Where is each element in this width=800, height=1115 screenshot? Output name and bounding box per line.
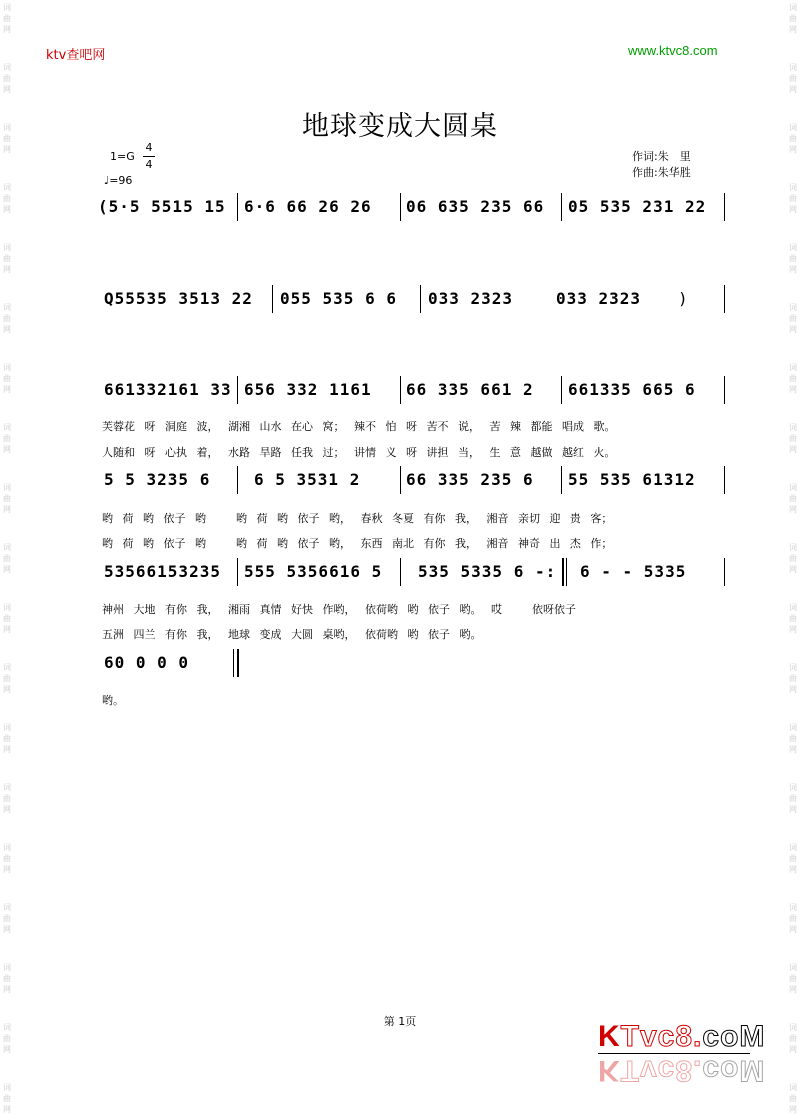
measure: 033 2323	[428, 289, 514, 308]
composer-credit: 作曲:朱华胜	[632, 166, 691, 179]
watermark-glyph-group: 词 曲 网	[3, 783, 11, 814]
watermark-glyph-group: 词 曲 网	[789, 243, 797, 274]
watermark-glyph-group: 词 曲 网	[3, 363, 11, 394]
watermark-glyph-group: 词 曲 网	[789, 123, 797, 154]
watermark-glyph-group: 词 曲 网	[789, 63, 797, 94]
watermark-glyph-group: 词 曲 网	[3, 1083, 11, 1114]
measure: 5 5 3235 6	[104, 470, 211, 489]
barline	[237, 466, 238, 494]
barline	[400, 558, 401, 586]
measure: 06 635 235 66	[406, 197, 545, 216]
barline	[237, 558, 238, 586]
time-signature	[143, 140, 155, 173]
site-name-left: ktv查吧网	[46, 48, 106, 63]
measure: 661332161 33	[104, 380, 232, 399]
barline	[400, 193, 401, 221]
barline	[566, 558, 567, 586]
watermark-glyph-group: 词 曲 网	[3, 963, 11, 994]
watermark-glyph-group: 词 曲 网	[3, 63, 11, 94]
barline	[237, 193, 238, 221]
logo-reflection: KTvc8.coM	[598, 1054, 766, 1087]
watermark-glyph-group: 词 曲 网	[789, 183, 797, 214]
measure: 6·6 66 26 26	[244, 197, 372, 216]
measure: 535 5335 6 -:	[418, 562, 557, 581]
barline	[237, 376, 238, 404]
barline	[724, 466, 725, 494]
watermark-glyph-group: 词 曲 网	[3, 303, 11, 334]
watermark-glyph-group: 词 曲 网	[3, 1023, 11, 1054]
barline	[724, 558, 725, 586]
lyric-line-4: 哟 荷 哟 依子 哟 哟 荷 哟 依子 哟， 东西 南北 有你 我， 湘音 神奇 出 杰 作；	[102, 537, 613, 550]
barline	[420, 285, 421, 313]
barline	[233, 649, 234, 677]
barline	[724, 376, 725, 404]
barline	[561, 466, 562, 494]
lyric-line-6: 五洲 四兰 有你 我， 地球 变成 大圆 桌哟， 依荷哟 哟 依子 哟。	[102, 628, 482, 641]
watermark-glyph-group: 词 曲 网	[789, 543, 797, 574]
measure: Q55535 3513 22	[104, 289, 253, 308]
barline	[724, 285, 725, 313]
right-watermark-strip	[786, 0, 800, 1112]
watermark-glyph-group: 词 曲 网	[789, 363, 797, 394]
watermark-glyph-group: 词 曲 网	[3, 903, 11, 934]
watermark-glyph-group: 词 曲 网	[789, 663, 797, 694]
watermark-glyph-group: 词 曲 网	[789, 783, 797, 814]
measure: 55 535 61312	[568, 470, 696, 489]
song-title: 地球变成大圆桌	[302, 111, 498, 142]
measure: 05 535 231 22	[568, 197, 707, 216]
watermark-glyph-group: 词 曲 网	[789, 603, 797, 634]
watermark-glyph-group: 词 曲 网	[789, 303, 797, 334]
watermark-glyph-group: 词 曲 网	[3, 123, 11, 154]
repeat-close-mark: )	[678, 289, 689, 308]
site-url-right: www.ktvc8.com	[628, 43, 718, 58]
site-logo	[598, 1020, 766, 1087]
watermark-glyph-group: 词 曲 网	[3, 723, 11, 754]
watermark-glyph-group: 词 曲 网	[789, 3, 797, 34]
watermark-glyph-group: 词 曲 网	[3, 663, 11, 694]
watermark-glyph-group: 词 曲 网	[789, 423, 797, 454]
meter-bottom: 4	[145, 158, 153, 171]
measure: 6 5 3531 2	[254, 470, 361, 489]
watermark-glyph-group: 词 曲 网	[3, 183, 11, 214]
watermark-glyph-group: 词 曲 网	[3, 543, 11, 574]
lyric-line-1: 芙蓉花 呀 洞庭 波， 湖湘 山水 在心 窝； 辣不 怕 呀 苦不 说， 苦 辣 都能 唱成 歌。	[102, 420, 616, 433]
watermark-glyph-group: 词 曲 网	[789, 963, 797, 994]
watermark-glyph-group: 词 曲 网	[3, 243, 11, 274]
measure: 656 332 1161	[244, 380, 372, 399]
watermark-glyph-group: 词 曲 网	[3, 423, 11, 454]
meter-top: 4	[143, 140, 155, 157]
barline	[724, 193, 725, 221]
watermark-glyph-group: 词 曲 网	[3, 3, 11, 34]
lyricist-credit: 作词:朱 里	[632, 150, 691, 163]
repeat-barline	[562, 558, 564, 586]
measure: 555 5356616 5	[244, 562, 383, 581]
lyric-line-3: 哟 荷 哟 依子 哟 哟 荷 哟 依子 哟， 春秋 冬夏 有你 我， 湘音 亲切 迎 贵 客；	[102, 512, 613, 525]
measure: 66 335 661 2	[406, 380, 534, 399]
measure: 661335 665 6	[568, 380, 696, 399]
watermark-glyph-group: 词 曲 网	[3, 843, 11, 874]
watermark-glyph-group: 词 曲 网	[789, 903, 797, 934]
logo-text: KTvc8.coM	[598, 1020, 766, 1053]
watermark-glyph-group: 词 曲 网	[789, 1023, 797, 1054]
watermark-glyph-group: 词 曲 网	[789, 843, 797, 874]
measure: 055 535 6 6	[280, 289, 397, 308]
measure: 6 - - 5335	[580, 562, 687, 581]
measure: (5·5 5515 15	[98, 197, 226, 216]
watermark-glyph-group: 词 曲 网	[3, 483, 11, 514]
lyric-line-5: 神州 大地 有你 我， 湘雨 真情 好快 作哟， 依荷哟 哟 依子 哟。 哎 依呀依子	[102, 603, 576, 616]
watermark-glyph-group: 词 曲 网	[789, 483, 797, 514]
lyric-line-2: 人随和 呀 心执 着， 水路 旱路 任我 过； 讲情 义 呀 讲担 当， 生 意 越做 越红 火。	[102, 446, 616, 459]
left-watermark-strip	[0, 0, 14, 1112]
measure: 60 0 0 0	[104, 653, 190, 672]
barline	[272, 285, 273, 313]
tempo-marking: ♩=96	[104, 174, 133, 187]
barline	[400, 466, 401, 494]
watermark-glyph-group: 词 曲 网	[789, 723, 797, 754]
measure: 53566153235	[104, 562, 221, 581]
watermark-glyph-group: 词 曲 网	[789, 1083, 797, 1114]
lyric-line-7: 哟。	[102, 694, 124, 707]
watermark-glyph-group: 词 曲 网	[3, 603, 11, 634]
key-signature: 1=G	[110, 150, 135, 163]
measure: 033 2323	[556, 289, 642, 308]
barline	[561, 193, 562, 221]
barline	[561, 376, 562, 404]
page-number: 第 1页	[383, 1015, 417, 1028]
measure: 66 335 235 6	[406, 470, 534, 489]
final-barline	[237, 649, 239, 677]
barline	[400, 376, 401, 404]
